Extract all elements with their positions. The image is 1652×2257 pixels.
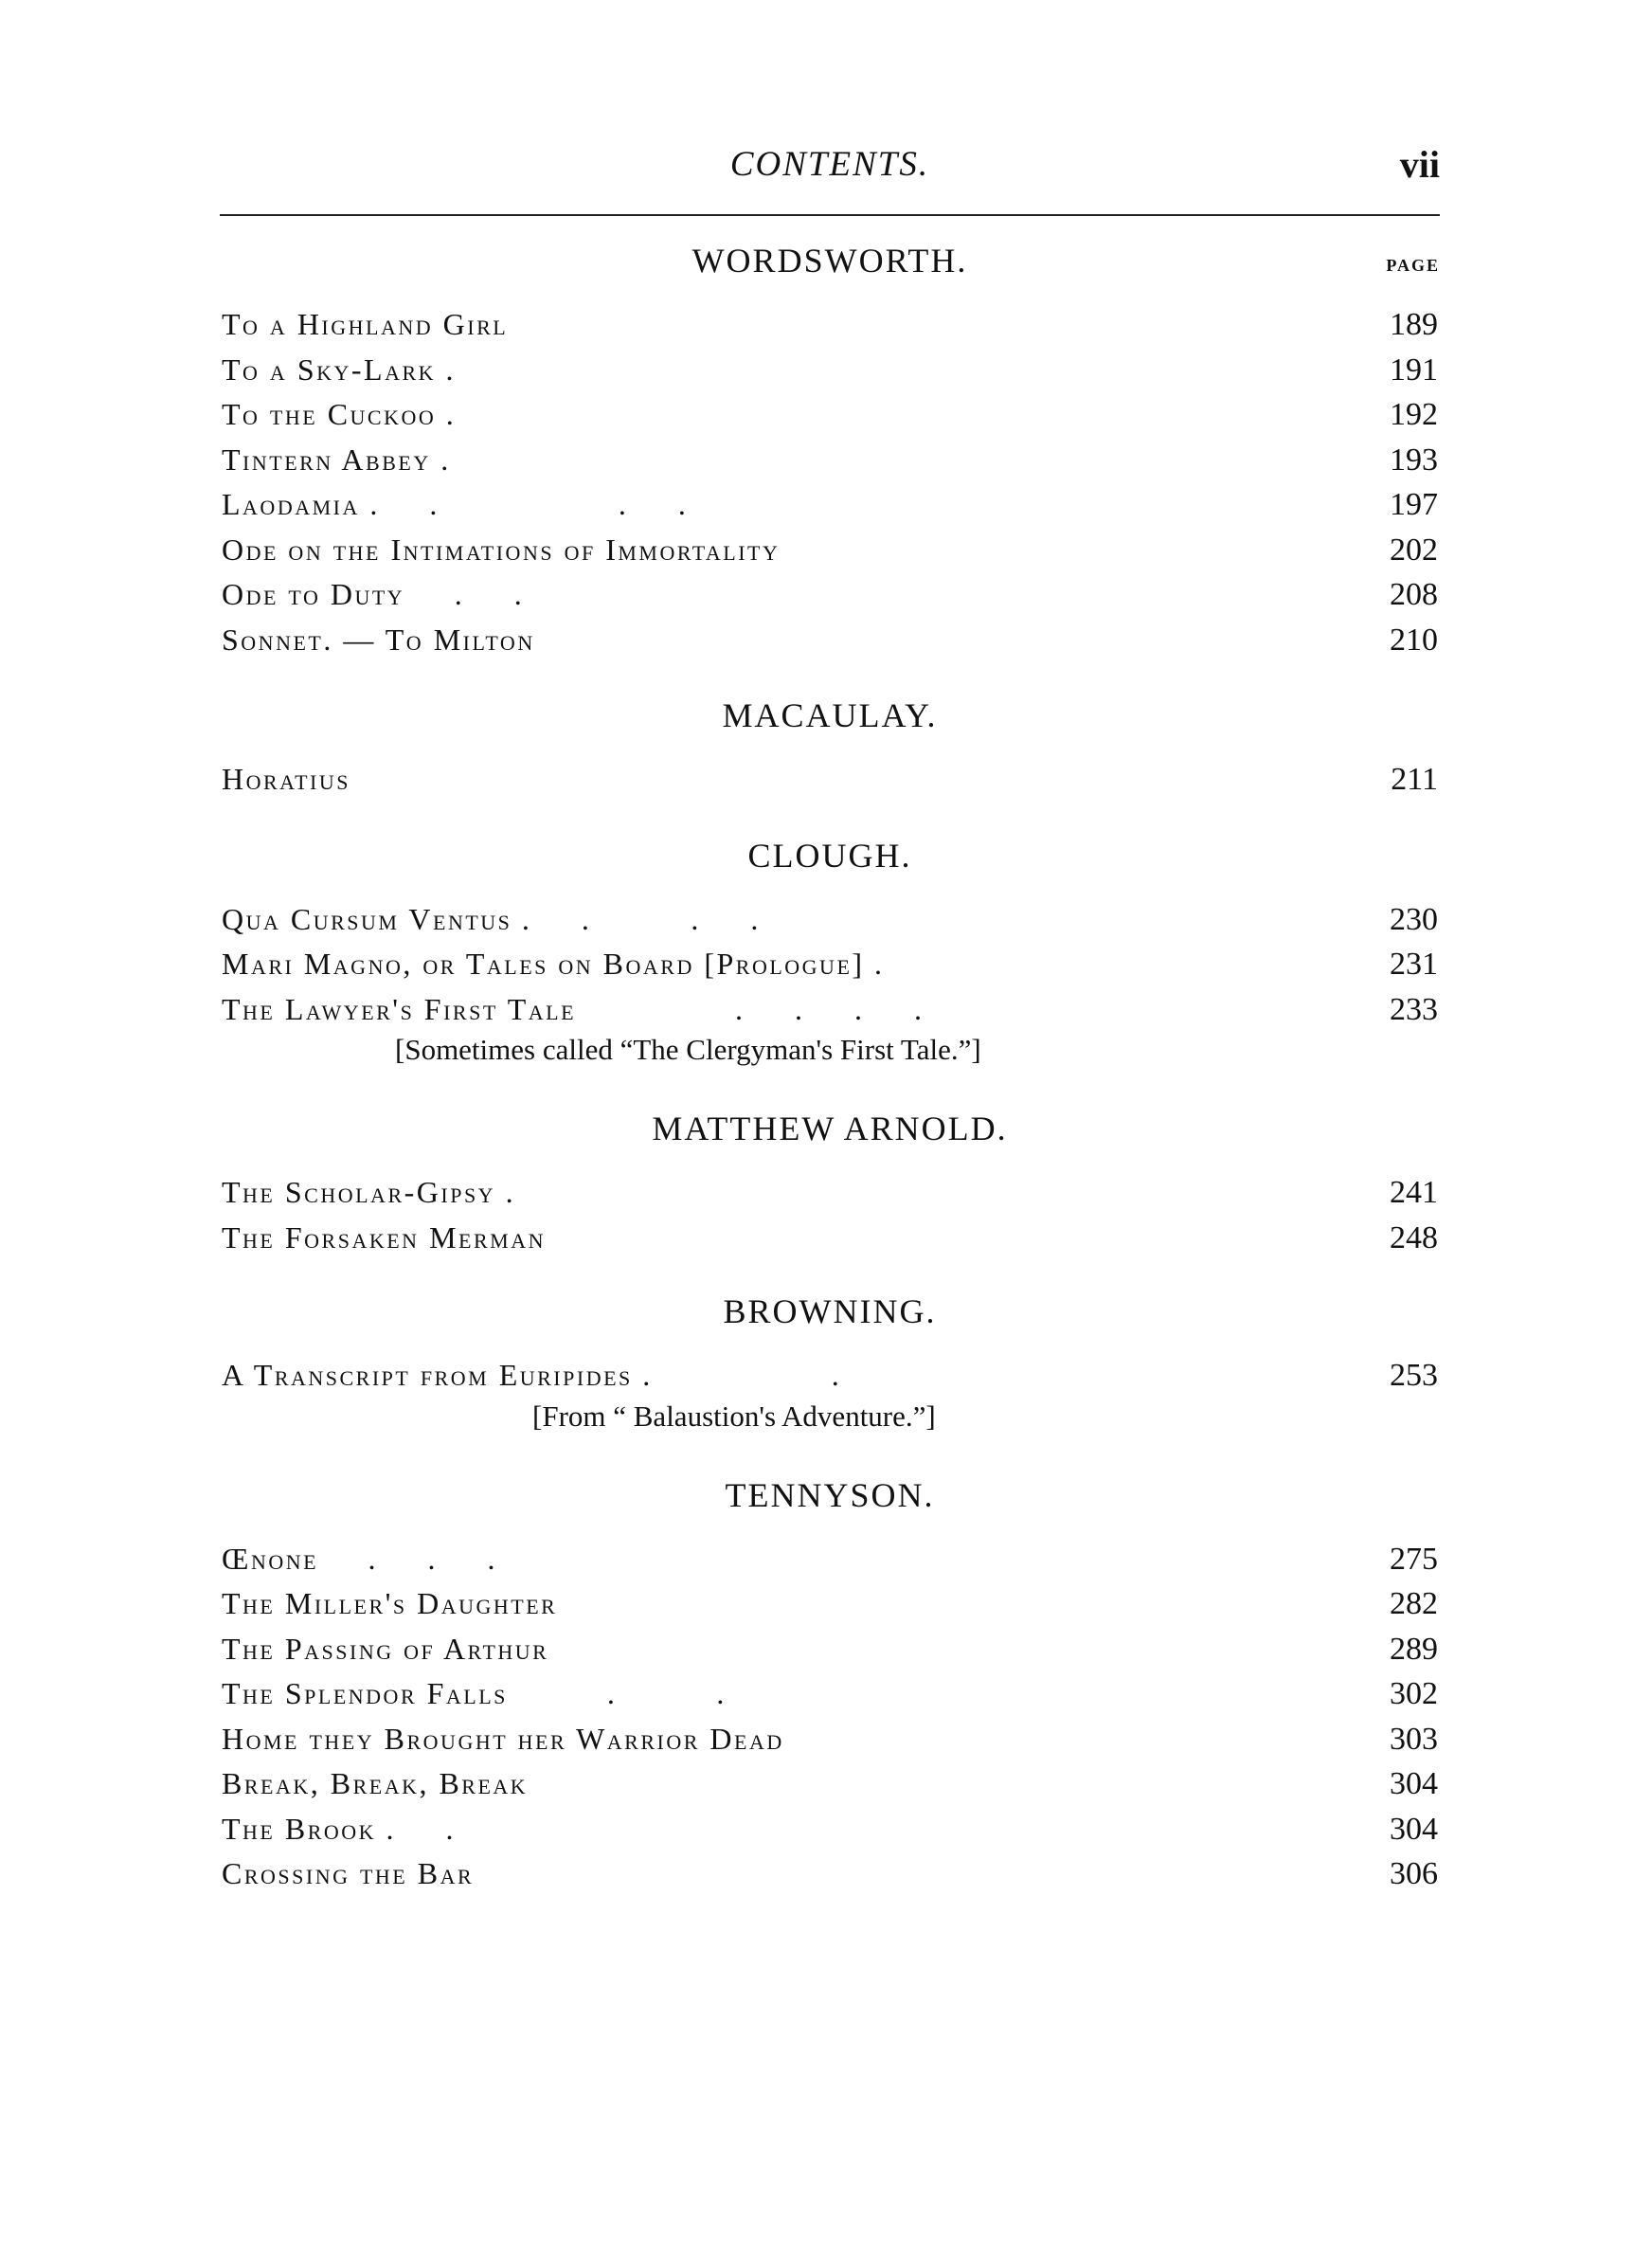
section-title: MACAULAY. — [722, 696, 938, 734]
entry-page-number: 191 — [1390, 352, 1438, 388]
contents-entry — [220, 573, 1440, 619]
entry-title: Crossing the Bar — [222, 1856, 475, 1890]
contents-entry — [220, 1852, 1440, 1898]
entry-title: Mari Magno, or Tales on Board [Prologue] . — [222, 947, 885, 981]
entry-list — [220, 758, 1440, 803]
contents-entry — [220, 349, 1440, 394]
contents-entry — [220, 898, 1440, 944]
section-heading — [220, 1267, 1440, 1343]
entry-page-number: 210 — [1390, 622, 1438, 658]
entry-page-number: 248 — [1390, 1219, 1438, 1255]
section-title: WORDSWORTH. — [691, 242, 968, 280]
contents-entry — [220, 758, 1440, 803]
contents-entry — [220, 1672, 1440, 1718]
entry-title: Tintern Abbey . — [222, 442, 451, 477]
entry-title: The Miller's Daughter — [222, 1586, 558, 1620]
contents-entry — [220, 988, 1440, 1034]
section-title: CLOUGH. — [747, 836, 912, 875]
section-title: BROWNING. — [723, 1292, 937, 1330]
section — [220, 1267, 1440, 1443]
entry-page-number: 192 — [1390, 397, 1438, 432]
contents-entry — [220, 1217, 1440, 1262]
section-heading — [220, 216, 1440, 292]
contents-entry — [220, 1538, 1440, 1583]
entry-page-number: 302 — [1390, 1676, 1438, 1711]
section — [220, 671, 1440, 803]
entry-title: Ode to Duty . . — [222, 577, 525, 611]
entry-title: The Lawyer's First Tale . . . . — [222, 991, 925, 1026]
page-number: vii — [1399, 143, 1440, 186]
page-column-label: PAGE — [1386, 256, 1440, 275]
contents-entry — [220, 1718, 1440, 1763]
entry-title: Home they Brought her Warrior Dead — [222, 1721, 784, 1756]
page-header — [220, 142, 1440, 205]
entry-title: The Forsaken Merman — [222, 1219, 546, 1255]
entry-page-number: 253 — [1390, 1358, 1438, 1393]
contents-entry — [220, 1354, 1440, 1399]
entry-title: Œnone . . . — [222, 1541, 498, 1576]
entry-page-number: 275 — [1390, 1541, 1438, 1577]
entry-page-number: 306 — [1390, 1856, 1438, 1891]
entry-note: [From “ Balaustion's Adventure.”] — [532, 1399, 936, 1433]
contents-entry — [220, 943, 1440, 988]
entry-page-number: 304 — [1390, 1811, 1438, 1847]
entry-list — [220, 1354, 1440, 1399]
entry-title: Break, Break, Break — [222, 1766, 529, 1800]
entry-page-number: 197 — [1390, 487, 1438, 522]
contents-entry — [220, 483, 1440, 529]
contents-entry — [220, 1582, 1440, 1628]
section-heading — [220, 1084, 1440, 1160]
contents-page — [220, 142, 1440, 1898]
entry-page-number: 241 — [1390, 1175, 1438, 1210]
entry-title: To a Highland Girl — [222, 307, 509, 341]
entry-page-number: 231 — [1390, 947, 1438, 982]
entry-title: To the Cuckoo . — [222, 397, 457, 431]
entry-list — [220, 898, 1440, 1034]
entry-page-number: 202 — [1390, 532, 1438, 568]
entry-title: The Splendor Falls . . — [222, 1676, 727, 1710]
entry-title: Ode on the Intimations of Immortality — [222, 532, 781, 567]
section — [220, 216, 1440, 663]
section-heading — [220, 1451, 1440, 1526]
entry-note: [Sometimes called “The Clergyman's First Tale.”] — [395, 1033, 981, 1066]
entry-title: The Scholar-Gipsy . — [222, 1175, 516, 1209]
entry-title: A Transcript from Euripides . . — [222, 1358, 842, 1392]
contents-list — [220, 216, 1440, 1898]
section — [220, 1451, 1440, 1898]
contents-entry — [220, 439, 1440, 484]
entry-title: Laodamia . . . . — [222, 487, 689, 521]
section-heading — [220, 671, 1440, 747]
contents-entry — [220, 1628, 1440, 1673]
section-title: MATTHEW ARNOLD. — [652, 1110, 1008, 1147]
entry-page-number: 233 — [1390, 991, 1438, 1027]
entry-page-number: 189 — [1390, 307, 1438, 342]
contents-entry — [220, 393, 1440, 439]
section — [220, 811, 1440, 1077]
entry-page-number: 211 — [1391, 762, 1438, 797]
section-heading — [220, 811, 1440, 887]
entry-title: Sonnet. — To Milton — [222, 622, 535, 657]
section-title: TENNYSON. — [725, 1475, 935, 1514]
entry-title: Horatius — [222, 762, 351, 796]
entry-title: To a Sky-Lark . — [222, 352, 457, 387]
contents-entry — [220, 303, 1440, 349]
contents-entry — [220, 1762, 1440, 1808]
contents-entry — [220, 619, 1440, 664]
page-title: CONTENTS. — [729, 145, 930, 184]
entry-list — [220, 303, 1440, 663]
contents-entry — [220, 1171, 1440, 1217]
entry-page-number: 193 — [1390, 442, 1438, 478]
entry-list — [220, 1171, 1440, 1261]
entry-page-number: 282 — [1390, 1586, 1438, 1621]
entry-page-number: 303 — [1390, 1721, 1438, 1757]
entry-page-number: 230 — [1390, 901, 1438, 937]
entry-list — [220, 1538, 1440, 1898]
contents-entry — [220, 1808, 1440, 1853]
entry-page-number: 304 — [1390, 1766, 1438, 1801]
contents-entry — [220, 529, 1440, 574]
entry-title: The Passing of Arthur — [222, 1631, 549, 1666]
entry-page-number: 289 — [1390, 1631, 1438, 1667]
entry-title: The Brook . . — [222, 1811, 457, 1846]
entry-title: Qua Cursum Ventus . . . . — [222, 901, 761, 936]
section — [220, 1084, 1440, 1261]
entry-page-number: 208 — [1390, 577, 1438, 612]
